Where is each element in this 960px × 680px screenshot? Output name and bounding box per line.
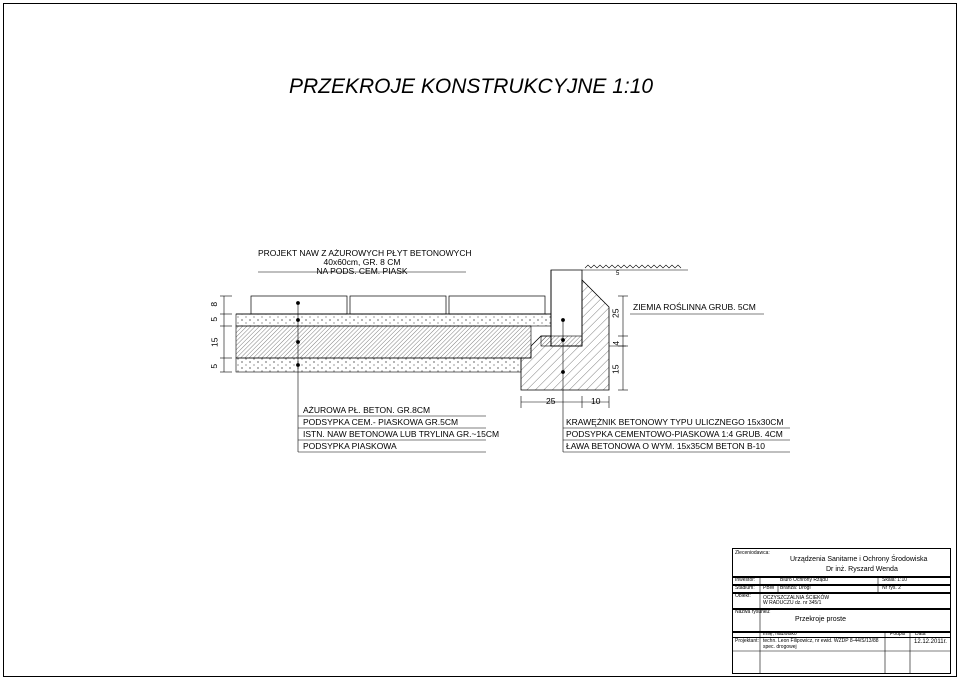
project-heading-line-2: 40x60cm, GR. 8 CM	[323, 257, 401, 267]
investor-label: Inwestor:	[735, 577, 756, 583]
discipline-value: Branża: Drogi	[780, 585, 811, 591]
project-heading-line-1: PROJEKT NAW Z AŻUROWYCH PŁYT BETONOWYCH	[258, 248, 472, 258]
layer-left-2: PODSYPKA CEM.- PIASKOWA GR.5CM	[303, 417, 459, 427]
left-dimension-chain	[220, 296, 232, 372]
dim-right-3: 15	[610, 364, 621, 374]
drawing-name-value: Przekroje proste	[795, 616, 846, 623]
dim-top-small: 5	[616, 271, 620, 277]
dim-left-4: 5	[209, 363, 220, 369]
concrete-curb	[551, 270, 582, 346]
col-signature: Podpis	[890, 631, 906, 637]
topsoil-layer	[582, 265, 688, 270]
object-label: Obiekt:	[735, 593, 751, 599]
dim-bottom-1: 25	[546, 396, 556, 406]
date-value: 12.12.2011r.	[914, 639, 947, 645]
stadium-label: Stadium:	[735, 585, 755, 591]
client-company: Urządzenia Sanitarne i Ochrony Środowiska	[790, 556, 928, 563]
project-heading-line-3: NA PODS. CEM. PIASK	[316, 266, 408, 276]
drawing-number: Nr rys. 2	[882, 585, 901, 591]
col-name: Imię, Nazwisko	[763, 631, 797, 637]
layer-left-4: PODSYPKA PIASKOWA	[303, 441, 397, 451]
object-line-2: W RADUCZU dz. nr 345/1	[763, 600, 822, 606]
layer-right-2: PODSYPKA CEMENTOWO-PIASKOWA 1:4 GRUB. 4CM	[566, 429, 783, 439]
topsoil-label: ZIEMIA ROŚLINNA GRUB. 5CM	[633, 302, 756, 312]
client-person: Dr inż. Ryszard Wenda	[826, 566, 898, 573]
layer-right-3: ŁAWA BETONOWA O WYM. 15x35CM BETON B-10	[566, 441, 766, 451]
designer-line-1: techn. Leon Filipowicz, nr ewid. WZDP 8-44/S/13/88	[763, 638, 879, 644]
investor-value: Biuro Ochrony Rządu	[780, 577, 828, 583]
client-label: Zleceniodawca:	[735, 550, 770, 556]
object-line-1: OCZYSZCZALNIA ŚCIEKÓW	[763, 595, 830, 601]
dim-bottom-2: 10	[591, 396, 601, 406]
stadium-value: PBW	[763, 585, 775, 591]
dim-right-1: 25	[610, 308, 621, 318]
dim-left-1: 8	[209, 301, 220, 307]
openwork-concrete-slabs	[251, 296, 545, 314]
layer-left-3: ISTN. NAW BETONOWA LUB TRYLINA GR.~15CM	[303, 429, 500, 439]
scale-value: Skala: 1:10	[882, 577, 908, 583]
designer-line-2: spec. drogowej	[763, 644, 797, 650]
drawing-name-label: Nazwa rysunku:	[735, 609, 771, 615]
designer-label: Projektant:	[735, 638, 759, 644]
layer-right-1: KRAWĘŻNIK BETONOWY TYPU ULICZNEGO 15x30CM	[566, 417, 784, 427]
layer-left-1: AŻUROWA PŁ. BETON. GR.8CM	[303, 405, 431, 415]
existing-concrete-pavement	[236, 326, 531, 358]
dim-right-2: 4	[611, 340, 622, 346]
drawing-title: PRZEKROJE KONSTRUKCYJNE 1:10	[289, 75, 654, 98]
cement-sand-bedding	[236, 314, 551, 326]
col-date: Data	[915, 631, 926, 637]
dim-left-3: 15	[209, 337, 220, 347]
sand-bedding	[236, 358, 521, 372]
investor-row	[732, 577, 951, 585]
dim-left-2: 5	[209, 316, 220, 322]
